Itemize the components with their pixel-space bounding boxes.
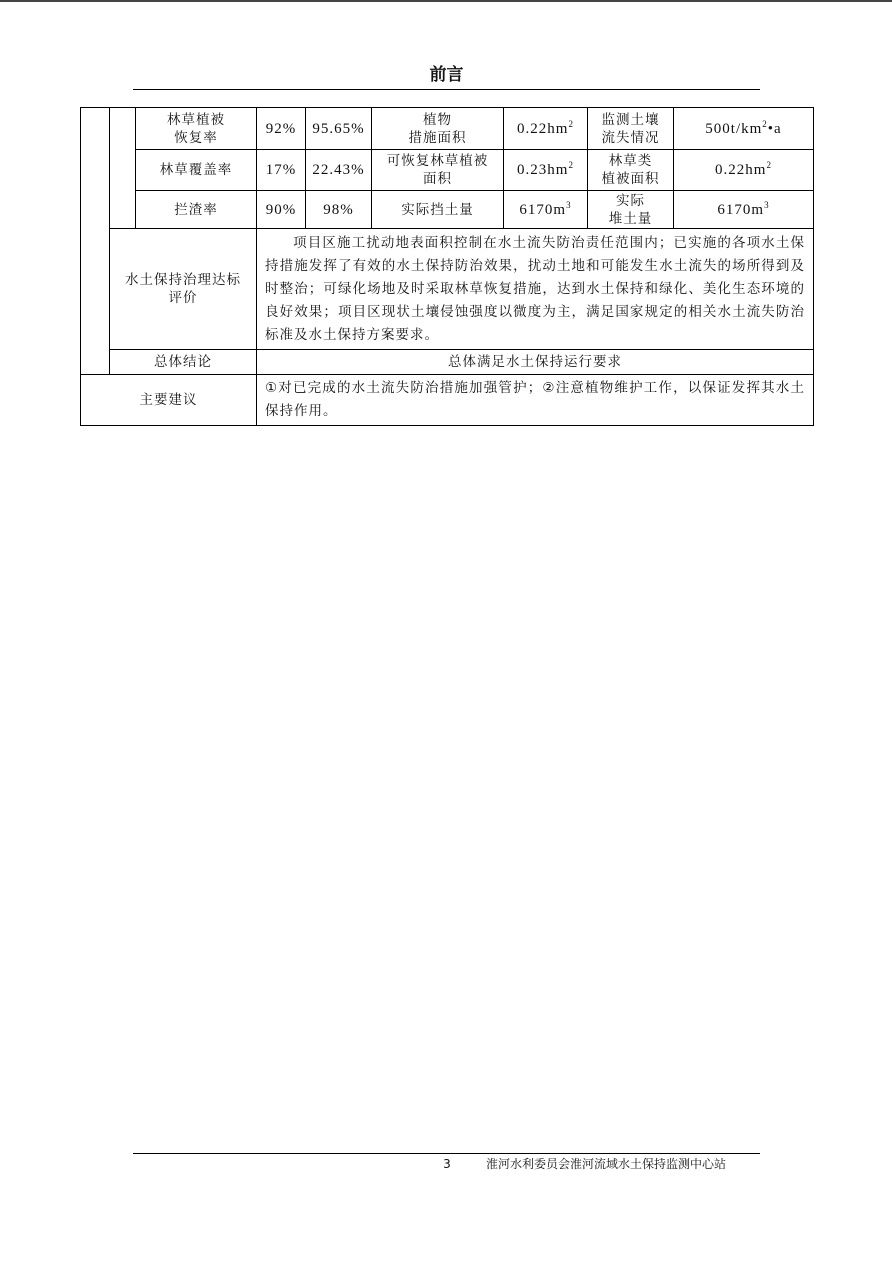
table-row: [81, 350, 814, 375]
label-vegetation-coverage-rate: 林草覆盖率: [136, 150, 257, 191]
label-slag-retention-rate: 拦渣率: [136, 191, 257, 229]
stockpile-value: $6170m^3$: [674, 191, 814, 229]
target-value: 92%: [257, 108, 306, 150]
monitoring-summary-table: [80, 107, 814, 426]
footer-organization: 淮河水利委员会淮河流域水土保持监测中心站: [486, 1157, 727, 1171]
label-vegetation-recovery-rate: 林草植被 恢复率: [136, 108, 257, 150]
actual-value: 95.65%: [306, 108, 372, 150]
vegetation-area-value: $0.22hm^2$: [674, 150, 814, 191]
overall-conclusion-text: 总体满足水土保持运行要求: [257, 350, 814, 375]
label-main-suggestions: 主要建议: [81, 375, 257, 426]
table-row: [81, 229, 814, 350]
label-plant-measure-area: 植物 措施面积: [372, 108, 504, 150]
restorable-area-value: $0.23hm^2$: [504, 150, 588, 191]
actual-value: 22.43%: [306, 150, 372, 191]
compliance-evaluation-text: 项目区施工扰动地表面积控制在水土流失防治责任范围内；已实施的各项水土保持措施发挥了有效的水土保持防治效果，扰动土地和可能发生水土流失的场所得到及时整治；可绿化场地及时采取林草恢复措施，达到水土保持和绿化、美化生态环境的良好效果；项目区现状土壤侵蚀强度以微度为主，满足国家规定的相关水土流失防治标准及水土保持方案要求。: [257, 229, 814, 350]
table-row: [81, 191, 814, 229]
actual-value: 98%: [306, 191, 372, 229]
table-row: [81, 108, 814, 150]
table-row: [81, 375, 814, 426]
top-border-line: [0, 0, 892, 2]
plant-measure-area-value: $0.22hm^2$: [504, 108, 588, 150]
inner-blank-cell: [110, 108, 136, 229]
label-overall-conclusion: 总体结论: [110, 350, 257, 375]
label-soil-loss-monitoring: 监测土壤 流失情况: [588, 108, 674, 150]
soil-loss-value: $500t/km^2•a$: [674, 108, 814, 150]
label-compliance-evaluation: 水土保持治理达标 评价: [110, 229, 257, 350]
main-suggestions-text: ①对已完成的水土流失防治措施加强管护；②注意植物维护工作，以保证发挥其水土保持作用。: [257, 375, 814, 426]
label-actual-stockpile: 实际 堆土量: [588, 191, 674, 229]
retained-soil-value: $6170m^3$: [504, 191, 588, 229]
footer-rule: [133, 1153, 760, 1154]
target-value: 90%: [257, 191, 306, 229]
label-vegetation-area: 林草类 植被面积: [588, 150, 674, 191]
page-number: 3: [443, 1157, 451, 1171]
page-header-title: 前言: [429, 65, 464, 85]
label-actual-retained-soil: 实际挡土量: [372, 191, 504, 229]
outer-blank-cell: [81, 108, 110, 375]
header-rule: [133, 89, 760, 90]
label-restorable-vegetation-area: 可恢复林草植被 面积: [372, 150, 504, 191]
target-value: 17%: [257, 150, 306, 191]
table-row: [81, 150, 814, 191]
